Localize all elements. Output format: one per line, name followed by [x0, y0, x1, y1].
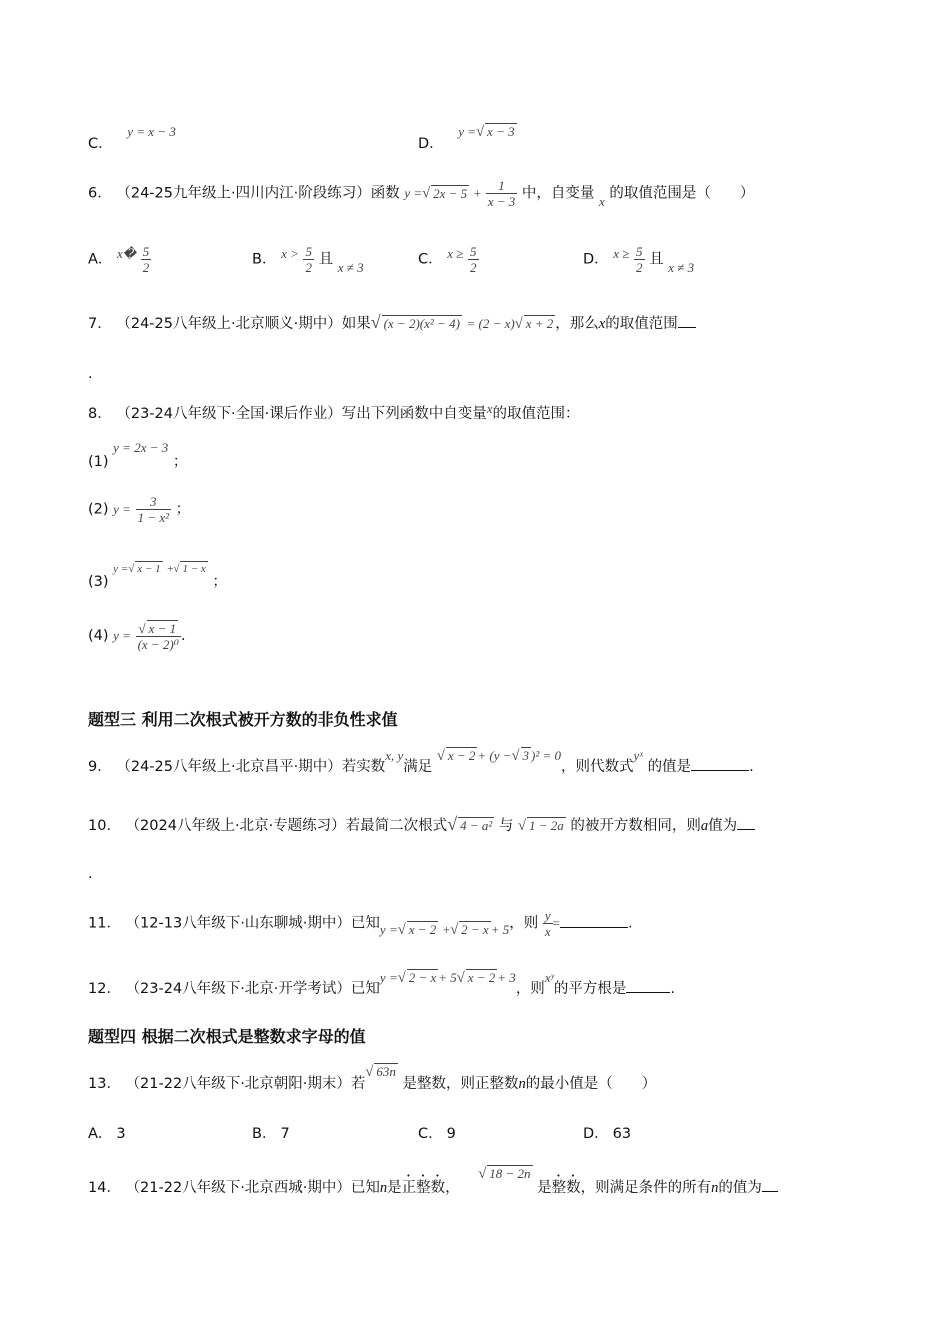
q11-tail: + 5 — [490, 921, 510, 937]
q14-text-is: 是 — [387, 1180, 402, 1196]
q14-var2: n — [711, 1180, 719, 1196]
q6-option-b-frac — [303, 244, 314, 275]
q8-item-2-label: (2) — [88, 501, 109, 518]
q7-text-end: 的取值范围 — [605, 316, 678, 332]
q12-answer-blank[interactable] — [626, 978, 670, 993]
q8-item-1-label: (1) — [88, 454, 109, 470]
q11-eq: = — [552, 915, 560, 931]
q14-source: （21-22八年级下·北京西城·期中）已知 — [125, 1180, 380, 1196]
q12-number: 12． — [88, 981, 121, 997]
q10-answer-blank[interactable] — [737, 815, 755, 830]
q13-option-d-value: 63 — [612, 1126, 632, 1142]
q11-plus: + — [442, 921, 451, 937]
q8-item-4 — [88, 620, 186, 652]
q8-item-3-plus: + — [167, 563, 174, 575]
q12-expr-xy: xʸ — [544, 970, 554, 985]
q8-item-3-rad1: x − 1 — [137, 563, 161, 575]
q8-item-2-prefix: y = — [113, 501, 131, 517]
q8-item-2 — [88, 494, 190, 525]
q8-var: x — [486, 401, 493, 416]
q11-frac-den: x — [544, 924, 551, 939]
section-heading-4: 题型四 根据二次根式是整数求字母的值 — [88, 1027, 366, 1046]
q6-option-d[interactable] — [583, 244, 694, 275]
q6-option-b-label: B． — [252, 251, 277, 268]
q6-expr-y: y = — [404, 185, 423, 201]
q7-stem: 7． （24-25八年级上·北京顺义·期中）如果√ (x − 2)(x² − 4) = (2 − x)√ x + 2 ，那么x的取值范围 — [88, 312, 696, 333]
q6-option-a-label: A． — [88, 251, 113, 268]
q8-item-1 — [88, 436, 188, 470]
q6-fraction — [486, 178, 518, 209]
q13-option-a-label: A． — [88, 1126, 113, 1142]
q13-option-c[interactable] — [418, 1122, 456, 1143]
q6-option-b-frac-num: 5 — [305, 244, 312, 259]
q9-expr-rest: + (y − — [477, 748, 512, 763]
q12-tail: + 3 — [497, 970, 516, 985]
q7-text-after: ，那么 — [555, 316, 599, 332]
q9-answer-blank[interactable] — [691, 756, 749, 771]
q8-item-3-rad2: 1 − x — [182, 563, 206, 575]
q6-radicand: 2x − 5 — [433, 185, 468, 201]
q7-rhs: = (2 − x) — [466, 316, 515, 331]
q8-item-4-label: (4) — [88, 628, 109, 644]
q9-rad3: 3 — [522, 748, 529, 763]
q13-text-end: 的最小值是（ ） — [525, 1076, 657, 1092]
q14-text-is2: 是 — [537, 1180, 552, 1196]
q14-number: 14． — [88, 1180, 121, 1196]
q14-stem: 14． （21-22八年级下·北京西城·期中）已知n是正整数， √ 18 − 2n 是整数，则满足条件的所有n的值为 — [88, 1158, 778, 1183]
q10-text-after: 的被开方数相同，则 — [570, 818, 701, 834]
q7-source: （24-25八年级上·北京顺义·期中）如果 — [116, 316, 371, 332]
q5-option-d-label: D． — [418, 136, 444, 152]
q7-period: . — [88, 366, 93, 382]
q12-source: （23-24八年级下·北京·开学考试）已知 — [125, 981, 380, 997]
q8-text-end: 的取值范围： — [492, 406, 580, 422]
q10-source: （2024八年级上·北京·专题练习）若最简二次根式 — [125, 818, 448, 834]
q7-radicand2: x + 2 — [525, 316, 554, 331]
q6-option-b-expr: x > — [281, 245, 299, 261]
q6-option-a-expr: x� — [117, 245, 137, 261]
q8-item-1-punct: ； — [172, 454, 188, 470]
q11-source: （12-13八年级下·山东聊城·期中）已知 — [125, 915, 380, 932]
q13-option-d[interactable] — [583, 1122, 631, 1143]
q14-answer-blank[interactable] — [762, 1177, 778, 1192]
q8-item-4-prefix: y = — [113, 628, 131, 643]
q11-radicand2: 2 − x — [461, 921, 489, 937]
q6-option-c-label: C． — [418, 251, 443, 268]
q6-option-b-suffix: 且 — [318, 251, 334, 268]
q11-answer-blank[interactable] — [560, 913, 628, 928]
q13-radicand: 63n — [376, 1064, 396, 1079]
q14-var: n — [379, 1180, 388, 1196]
q6-option-c[interactable] — [418, 244, 479, 275]
q11-period: . — [627, 915, 633, 932]
q11-text-after: ，则 — [509, 915, 539, 932]
q6-option-d-frac-num: 5 — [636, 244, 643, 259]
q12-stem: 12． （23-24八年级下·北京·开学考试）已知y =√ 2 − x + 5√ x − 2 + 3，则xʸ的平方根是 . — [88, 970, 676, 997]
section-heading-3: 题型三 利用二次根式被开方数的非负性求值 — [88, 710, 398, 729]
q6-option-a-frac — [141, 244, 152, 275]
q6-option-d-suffix: 且 — [649, 251, 664, 268]
q13-option-a-value: 3 — [116, 1126, 126, 1142]
q12-radicand2: x − 2 — [467, 970, 496, 985]
q9-period: . — [749, 759, 754, 775]
q6-option-a-frac-den: 2 — [142, 260, 150, 275]
q6-option-b[interactable] — [252, 244, 364, 275]
q6-var: x — [598, 193, 605, 209]
q11-radicand1: x − 2 — [408, 921, 437, 937]
q9-expr-tail: )² = 0 — [531, 748, 561, 763]
q6-text-after: 中，自变量 — [521, 185, 595, 202]
q8-item-4-punct: . — [180, 628, 186, 644]
q10-text-mid: 与 — [498, 818, 514, 834]
q14-radicand: 18 − 2n — [489, 1166, 531, 1181]
q10-stem: 10． （2024八年级上·北京·专题练习）若最简二次根式√ 4 − a² 与 √ 1 − 2a 的被开方数相同，则a值为 — [88, 814, 755, 835]
q10-text-end: 值为 — [708, 818, 738, 834]
q8-item-2-punct: ； — [175, 501, 191, 518]
q12-radicand1: 2 − x — [408, 970, 437, 985]
q6-option-c-frac-num: 5 — [470, 244, 477, 259]
q13-option-b-label: B． — [252, 1126, 277, 1142]
q8-item-3-prefix: y = — [113, 563, 129, 575]
q8-item-1-expr: y = 2x − 3 — [113, 440, 169, 455]
q5-option-c-expr: y = x − 3 — [127, 124, 176, 139]
q8-item-4-frac: $\frac{√ x - 1}{\text{(x − 2)⁰}}$ — [137, 621, 179, 652]
q13-option-a[interactable] — [88, 1122, 126, 1143]
q10-radicand1: 4 − a² — [460, 818, 493, 833]
q9-radicand: x − 2 — [447, 748, 476, 763]
q14-emphasis-2: 整数 — [551, 1180, 581, 1196]
q9-text-after: ，则代数式 — [561, 759, 634, 775]
q6-option-b-extra: x ≠ 3 — [337, 259, 364, 275]
q14-emphasis-1: 正整数 — [401, 1180, 446, 1196]
q11-number: 11． — [88, 915, 121, 932]
q9-expr-yx: yˣ — [633, 748, 643, 763]
q6-option-d-frac-den: 2 — [636, 260, 643, 275]
q8-item-3-punct: ； — [212, 574, 227, 590]
q6-option-d-frac — [634, 244, 645, 275]
q12-mid: + 5 — [438, 970, 457, 985]
q11-frac — [543, 908, 553, 939]
q9-text-mid: 满足 — [403, 759, 433, 775]
q13-option-d-label: D． — [583, 1126, 609, 1142]
q6-option-a[interactable] — [88, 244, 151, 275]
q11-stem: 11． （12-13八年级下·山东聊城·期中）已知y =√ x − 2 +√ 2 − x + 5，则 $\frac{y}{x}$ = . — [88, 908, 633, 939]
q9-source: （24-25八年级上·北京昌平·期中）若实数 — [116, 759, 386, 775]
q6-stem: 6． （24-25九年级上·四川内江·阶段练习）函数 y =√ 2x − 5 + $\frac{1}{x - 3}$ 中，自变量 x 的取值范围是（ ） — [88, 178, 755, 209]
q6-option-c-frac — [468, 244, 479, 275]
q10-var: a — [700, 818, 709, 834]
q13-option-b[interactable] — [252, 1122, 290, 1143]
q6-frac-num: 1 — [486, 178, 518, 194]
q11-prefix: y = — [379, 921, 398, 937]
q6-option-d-label: D． — [583, 251, 609, 268]
q6-option-b-frac-den: 2 — [305, 260, 312, 275]
q7-number: 7． — [88, 316, 112, 332]
q6-text-end: 的取值范围是（ ） — [609, 185, 755, 202]
q6-option-d-expr: x ≥ — [613, 245, 630, 261]
q6-option-d-extra: x ≠ 3 — [668, 259, 695, 275]
q6-frac-den: x − 3 — [487, 194, 516, 209]
q8-item-2-frac-num: 3 — [136, 494, 171, 510]
q12-period: . — [670, 981, 676, 997]
q13-source: （21-22八年级下·北京朝阳·期末）若 — [125, 1076, 366, 1092]
q13-text-after: 是整数，则正整数 — [402, 1076, 519, 1092]
q5-option-d-expr-prefix: y = — [458, 124, 477, 139]
q13-option-c-value: 9 — [446, 1126, 456, 1142]
q6-source: （24-25九年级上·四川内江·阶段练习）函数 — [116, 185, 400, 202]
q5-option-d-radicand: x − 3 — [487, 124, 515, 139]
q8-item-4-frac-num: x − 1 — [148, 621, 177, 636]
q10-radicand2: 1 − 2a — [528, 818, 564, 833]
q13-stem: 13． （21-22八年级下·北京朝阳·期末）若√ 63n 是整数，则正整数n的最小值是（ ） — [88, 1064, 657, 1092]
q8-source: （23-24八年级下·全国·课后作业）写出下列函数中自变量 — [116, 406, 487, 422]
q13-option-b-value: 7 — [280, 1126, 290, 1142]
q7-var: x — [598, 316, 606, 332]
q5-option-c-label: C． — [88, 136, 113, 152]
q5-option-c[interactable] — [88, 120, 176, 152]
q12-prefix: y = — [379, 970, 398, 985]
q10-period: . — [88, 866, 93, 882]
q14-text-after: ，则满足条件的所有 — [580, 1180, 712, 1196]
q13-var: n — [518, 1076, 526, 1092]
q8-number: 8． — [88, 406, 112, 422]
q7-answer-blank[interactable] — [678, 313, 696, 328]
q14-comma: ， — [445, 1180, 460, 1196]
q8-item-2-frac — [136, 494, 171, 525]
q6-option-c-expr: x ≥ — [447, 245, 464, 261]
q9-stem: 9． （24-25八年级上·北京昌平·期中）若实数x, y满足 √ x − 2 + (y −√ 3 )² = 0，则代数式yˣ 的值是 . — [88, 748, 754, 775]
q8-item-4-frac-den: (x − 2)⁰ — [137, 637, 179, 652]
q14-text-end: 的值为 — [718, 1180, 762, 1196]
q7-radicand: (x − 2)(x² − 4) — [383, 316, 460, 331]
q5-option-d[interactable]: D． y =√ x − 3 — [418, 124, 515, 152]
q13-option-c-label: C． — [418, 1126, 443, 1142]
q9-number: 9． — [88, 759, 112, 775]
q8-item-3-label: (3) — [88, 574, 109, 590]
q6-number: 6． — [88, 185, 112, 202]
q8-stem — [88, 402, 579, 423]
q8-item-2-frac-den: 1 − x² — [137, 510, 170, 525]
q13-number: 13． — [88, 1076, 121, 1092]
q10-number: 10． — [88, 818, 121, 834]
q11-frac-num: y — [544, 908, 551, 923]
q9-vars: x, y — [385, 748, 404, 763]
q6-plus: + — [473, 185, 482, 201]
q12-text-end: 的平方根是 — [553, 981, 627, 997]
q9-text-end: 的值是 — [647, 759, 692, 775]
q12-text-after: ，则 — [515, 981, 545, 997]
q6-option-a-frac-num: 5 — [142, 244, 150, 259]
q6-option-c-frac-den: 2 — [470, 260, 477, 275]
q8-item-3: (3) y =√ x − 1 +√ 1 − x ； — [88, 563, 227, 590]
